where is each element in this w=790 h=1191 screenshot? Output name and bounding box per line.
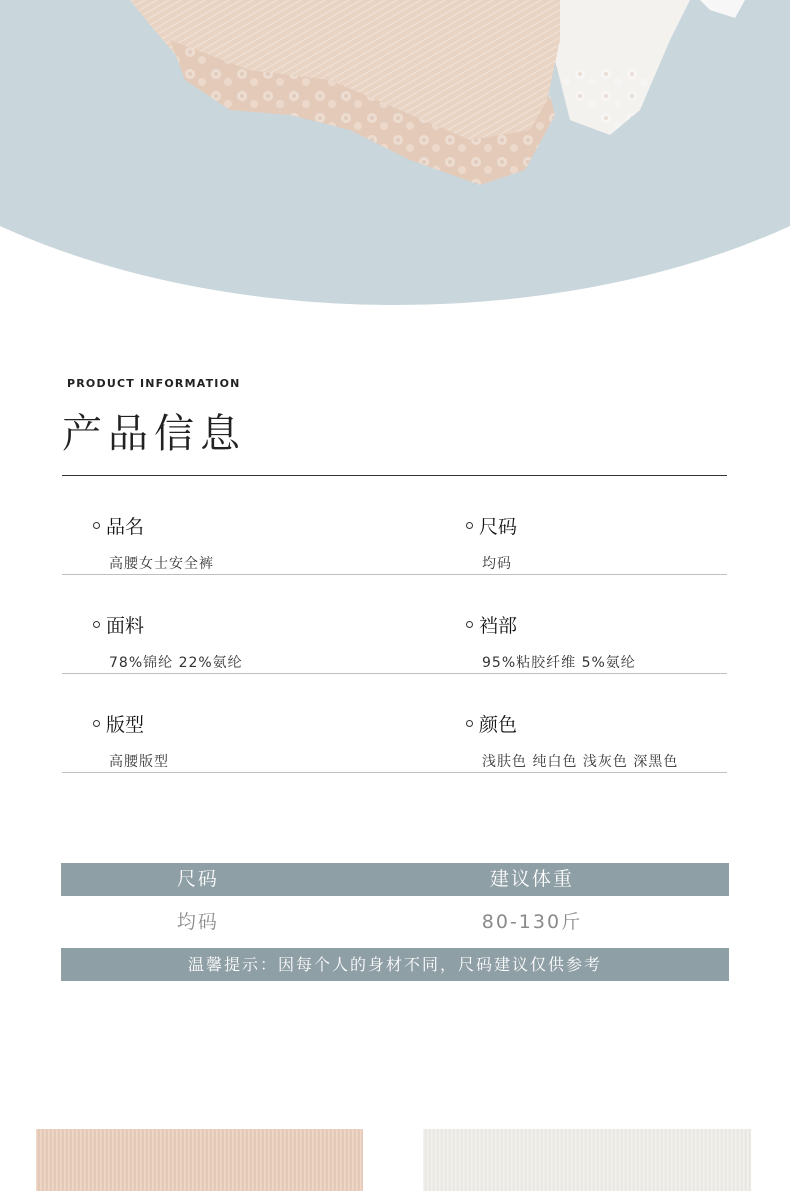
info-value: 浅肤色 纯白色 浅灰色 深黑色 — [482, 754, 679, 770]
info-row — [62, 476, 727, 575]
product-info-grid — [62, 476, 727, 773]
bullet-icon — [466, 621, 473, 628]
header-weight: 建议体重 — [489, 868, 574, 890]
bullet-icon — [93, 621, 100, 628]
size-table-row — [61, 896, 729, 948]
info-value: 78%锦纶 22%氨纶 — [109, 655, 243, 671]
section-subtitle: PRODUCT INFORMATION — [67, 377, 241, 390]
cell-weight: 80-130斤 — [481, 911, 583, 933]
section-title: 产品信息 — [62, 411, 246, 457]
size-table — [61, 863, 729, 981]
info-value: 均码 — [482, 556, 512, 572]
info-label: 面料 — [106, 615, 145, 637]
info-value: 95%粘胶纤维 5%氨纶 — [482, 655, 636, 671]
bullet-icon — [93, 522, 100, 529]
size-table-header — [61, 863, 729, 896]
info-value: 高腰女士安全裤 — [109, 556, 214, 572]
lace-shorts-illustration — [0, 0, 790, 310]
bullet-icon — [93, 720, 100, 727]
info-label: 版型 — [106, 714, 145, 736]
white-color-photo — [423, 1129, 751, 1191]
info-value: 高腰版型 — [109, 754, 169, 770]
info-row — [62, 674, 727, 773]
size-tip: 温馨提示：因每个人的身材不同，尺码建议仅供参考 — [61, 948, 729, 981]
info-label: 颜色 — [479, 714, 518, 736]
product-photo — [0, 0, 790, 310]
info-label: 品名 — [106, 516, 145, 538]
info-label: 裆部 — [479, 615, 518, 637]
bullet-icon — [466, 522, 473, 529]
bullet-icon — [466, 720, 473, 727]
header-size: 尺码 — [176, 868, 219, 890]
cell-size: 均码 — [176, 911, 219, 933]
info-label: 尺码 — [479, 516, 518, 538]
skin-color-photo — [36, 1129, 363, 1191]
info-row — [62, 575, 727, 674]
